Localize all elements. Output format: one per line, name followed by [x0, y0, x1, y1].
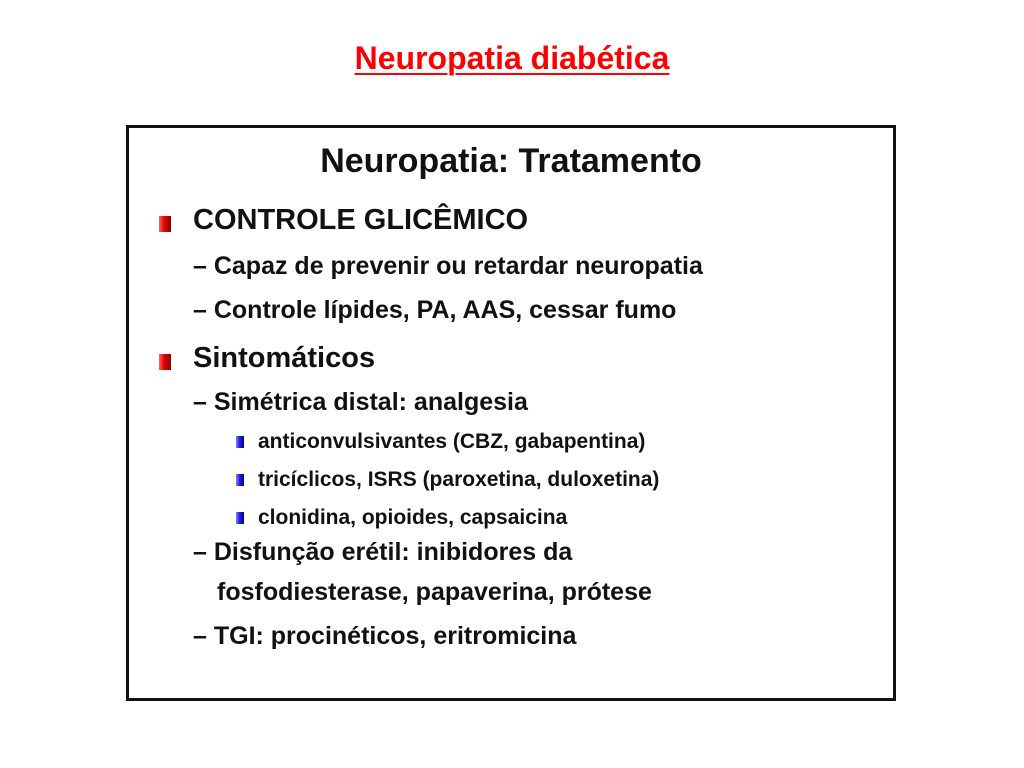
sub-item-controle-lipides: – Controle lípides, PA, AAS, cessar fumo	[193, 296, 677, 324]
blue-square-bullet-icon	[236, 436, 244, 448]
blue-square-bullet-icon	[236, 474, 244, 486]
bullet-item-sintomaticos: Sintomáticos	[193, 342, 376, 374]
red-square-bullet-icon	[159, 216, 171, 232]
sub-item-simetrica-distal: – Simétrica distal: analgesia	[193, 388, 528, 416]
sub-sub-item-anticonvulsivantes: anticonvulsivantes (CBZ, gabapentina)	[258, 430, 646, 453]
sub-sub-item-clonidina: clonidina, opioides, capsaicina	[258, 506, 568, 529]
sub-item-disfuncao-eretil: – Disfunção erétil: inibidores da	[193, 538, 573, 566]
page-title	[0, 40, 1024, 77]
red-square-bullet-icon	[159, 354, 171, 370]
content-box	[126, 125, 896, 701]
blue-square-bullet-icon	[236, 512, 244, 524]
page-title-text: Neuropatia diabética	[354, 40, 670, 76]
bullet-item-controle-glicemico: CONTROLE GLICÊMICO	[193, 204, 529, 236]
sub-item-capaz-prevenir: – Capaz de prevenir ou retardar neuropatia	[193, 252, 703, 280]
box-title: Neuropatia: Tratamento	[320, 142, 702, 180]
sub-sub-item-triciclicos: tricíclicos, ISRS (paroxetina, duloxetina)	[258, 468, 660, 491]
sub-item-tgi: – TGI: procinéticos, eritromicina	[193, 622, 577, 650]
sub-item-disfuncao-eretil-continued: fosfodiesterase, papaverina, prótese	[217, 578, 652, 606]
